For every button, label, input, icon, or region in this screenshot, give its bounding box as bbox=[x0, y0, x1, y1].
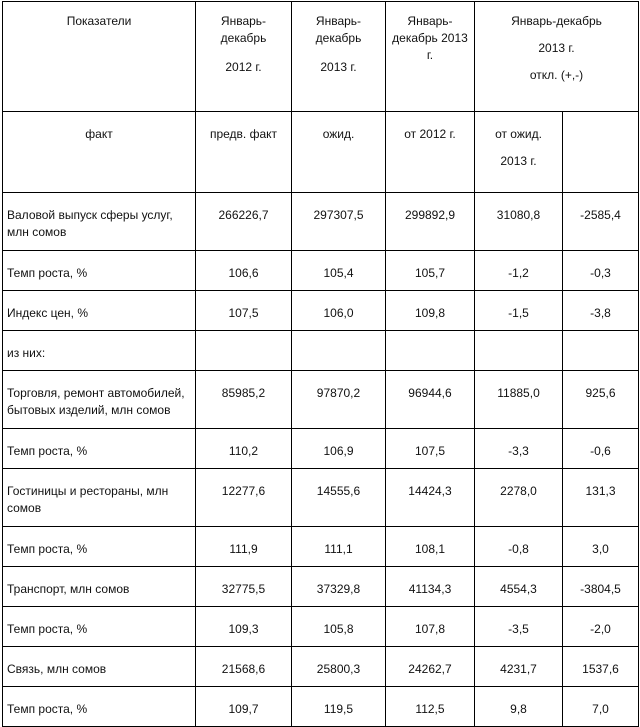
cell-deviation: 3,0 bbox=[563, 527, 639, 567]
cell-2013-expected: 106,0 bbox=[292, 291, 386, 331]
row-label: Темп роста, % bbox=[3, 429, 196, 469]
cell-2012-fact: 32775,5 bbox=[196, 567, 292, 607]
row-label: Темп роста, % bbox=[3, 251, 196, 291]
cell-2012-fact bbox=[196, 331, 292, 371]
table-row bbox=[3, 331, 639, 371]
cell-2013-expected: 297307,5 bbox=[292, 193, 386, 251]
cell-2013-expected: 105,4 bbox=[292, 251, 386, 291]
cell-from-expected: 11885,0 bbox=[475, 371, 563, 429]
col4-sub-line1: от ожид. bbox=[495, 127, 542, 141]
cell-deviation: 7,0 bbox=[563, 687, 639, 727]
cell-2012-fact: 109,7 bbox=[196, 687, 292, 727]
cell-from-expected: -3,3 bbox=[475, 429, 563, 469]
cell-deviation: 131,3 bbox=[563, 469, 639, 527]
header-row-top bbox=[3, 2, 639, 112]
table-row bbox=[3, 687, 639, 727]
cell-from-expected: -1,5 bbox=[475, 291, 563, 331]
col3-sub: от 2012 г. bbox=[404, 127, 456, 141]
col4-sub-line2: 2013 г. bbox=[500, 154, 537, 168]
col3-line2: декабрь 2013 bbox=[392, 31, 468, 45]
cell-2012-fact: 21568,6 bbox=[196, 647, 292, 687]
col3-line1: Январь- bbox=[407, 14, 453, 28]
cell-from-expected: -3,5 bbox=[475, 607, 563, 647]
cell-2013-expected: 14555,6 bbox=[292, 469, 386, 527]
cell-deviation: -0,3 bbox=[563, 251, 639, 291]
cell-from-expected: 2278,0 bbox=[475, 469, 563, 527]
table-row bbox=[3, 527, 639, 567]
col3-line3: г. bbox=[426, 48, 434, 62]
header-row-sub bbox=[3, 112, 639, 193]
cell-from-2012: 24262,7 bbox=[386, 647, 475, 687]
table-row bbox=[3, 567, 639, 607]
table-row bbox=[3, 469, 639, 527]
cell-2012-fact: 106,6 bbox=[196, 251, 292, 291]
cell-from-2012: 112,5 bbox=[386, 687, 475, 727]
cell-2013-expected: 111,1 bbox=[292, 527, 386, 567]
header-fact bbox=[3, 112, 196, 193]
col1-line3: 2012 г. bbox=[225, 60, 262, 74]
cell-from-expected: 31080,8 bbox=[475, 193, 563, 251]
cell-deviation: -2585,4 bbox=[563, 193, 639, 251]
table-row bbox=[3, 429, 639, 469]
cell-from-2012: 108,1 bbox=[386, 527, 475, 567]
cell-from-expected: 4231,7 bbox=[475, 647, 563, 687]
cell-from-expected bbox=[475, 331, 563, 371]
col45-line2: 2013 г. bbox=[538, 41, 575, 55]
cell-2013-expected: 25800,3 bbox=[292, 647, 386, 687]
cell-deviation: -3,8 bbox=[563, 291, 639, 331]
table-row bbox=[3, 371, 639, 429]
subheader-prelim-fact bbox=[196, 112, 292, 193]
cell-from-2012: 299892,9 bbox=[386, 193, 475, 251]
cell-2012-fact: 110,2 bbox=[196, 429, 292, 469]
cell-from-expected: -1,2 bbox=[475, 251, 563, 291]
cell-from-expected: 4554,3 bbox=[475, 567, 563, 607]
col45-line1: Январь-декабрь bbox=[511, 14, 602, 28]
cell-2012-fact: 12277,6 bbox=[196, 469, 292, 527]
table-row bbox=[3, 251, 639, 291]
row-label: Темп роста, % bbox=[3, 527, 196, 567]
cell-deviation bbox=[563, 331, 639, 371]
cell-2013-expected: 105,8 bbox=[292, 607, 386, 647]
row-label: Валовой выпуск сферы услуг, млн сомов bbox=[3, 193, 196, 251]
header-col-2012 bbox=[196, 2, 292, 112]
subheader-from-expected bbox=[475, 112, 563, 193]
col1-line1: Январь- bbox=[220, 14, 267, 28]
indicators-label: Показатели bbox=[66, 14, 132, 28]
cell-2013-expected: 37329,8 bbox=[292, 567, 386, 607]
row-label: Темп роста, % bbox=[3, 607, 196, 647]
cell-from-2012: 105,7 bbox=[386, 251, 475, 291]
col1-line2: декабрь bbox=[220, 31, 267, 45]
cell-2013-expected: 119,5 bbox=[292, 687, 386, 727]
cell-from-2012: 14424,3 bbox=[386, 469, 475, 527]
cell-2012-fact: 109,3 bbox=[196, 607, 292, 647]
table-row bbox=[3, 193, 639, 251]
cell-2012-fact: 266226,7 bbox=[196, 193, 292, 251]
cell-from-2012: 107,5 bbox=[386, 429, 475, 469]
cell-from-expected: 9,8 bbox=[475, 687, 563, 727]
col45-line3: откл. (+,-) bbox=[529, 68, 584, 82]
row-label: Связь, млн сомов bbox=[3, 647, 196, 687]
row-label: из них: bbox=[3, 331, 196, 371]
cell-deviation: -0,6 bbox=[563, 429, 639, 469]
table-row bbox=[3, 607, 639, 647]
row-label: Темп роста, % bbox=[3, 687, 196, 727]
subheader-empty bbox=[563, 112, 639, 193]
cell-from-2012: 96944,6 bbox=[386, 371, 475, 429]
col2-sub: ожид. bbox=[322, 127, 355, 141]
row-label: Транспорт, млн сомов bbox=[3, 567, 196, 607]
cell-from-2012: 41134,3 bbox=[386, 567, 475, 607]
cell-deviation: -2,0 bbox=[563, 607, 639, 647]
header-indicators bbox=[3, 2, 196, 112]
row-label: Индекс цен, % bbox=[3, 291, 196, 331]
table-row bbox=[3, 291, 639, 331]
services-output-table bbox=[2, 1, 639, 727]
col2-line3: 2013 г. bbox=[320, 60, 357, 74]
cell-2013-expected: 106,9 bbox=[292, 429, 386, 469]
cell-from-2012 bbox=[386, 331, 475, 371]
cell-deviation: 1537,6 bbox=[563, 647, 639, 687]
subheader-from-2012 bbox=[386, 112, 475, 193]
cell-deviation: 925,6 bbox=[563, 371, 639, 429]
cell-2012-fact: 85985,2 bbox=[196, 371, 292, 429]
fact-label: факт bbox=[85, 127, 113, 141]
header-deviation bbox=[475, 2, 639, 112]
cell-2012-fact: 107,5 bbox=[196, 291, 292, 331]
header-col-2013-vs-2012 bbox=[386, 2, 475, 112]
cell-from-expected: -0,8 bbox=[475, 527, 563, 567]
cell-from-2012: 107,8 bbox=[386, 607, 475, 647]
cell-2013-expected bbox=[292, 331, 386, 371]
cell-2012-fact: 111,9 bbox=[196, 527, 292, 567]
table-row bbox=[3, 647, 639, 687]
col2-line2: декабрь bbox=[315, 31, 362, 45]
cell-deviation: -3804,5 bbox=[563, 567, 639, 607]
header-col-2013 bbox=[292, 2, 386, 112]
col1-sub: предв. факт bbox=[209, 127, 278, 141]
cell-from-2012: 109,8 bbox=[386, 291, 475, 331]
subheader-expected bbox=[292, 112, 386, 193]
col2-line1: Январь- bbox=[315, 14, 362, 28]
row-label: Гостиницы и рестораны, млн сомов bbox=[3, 469, 196, 527]
cell-2013-expected: 97870,2 bbox=[292, 371, 386, 429]
row-label: Торговля, ремонт автомобилей, бытовых изделий, млн сомов bbox=[3, 371, 196, 429]
table-body bbox=[3, 193, 639, 727]
